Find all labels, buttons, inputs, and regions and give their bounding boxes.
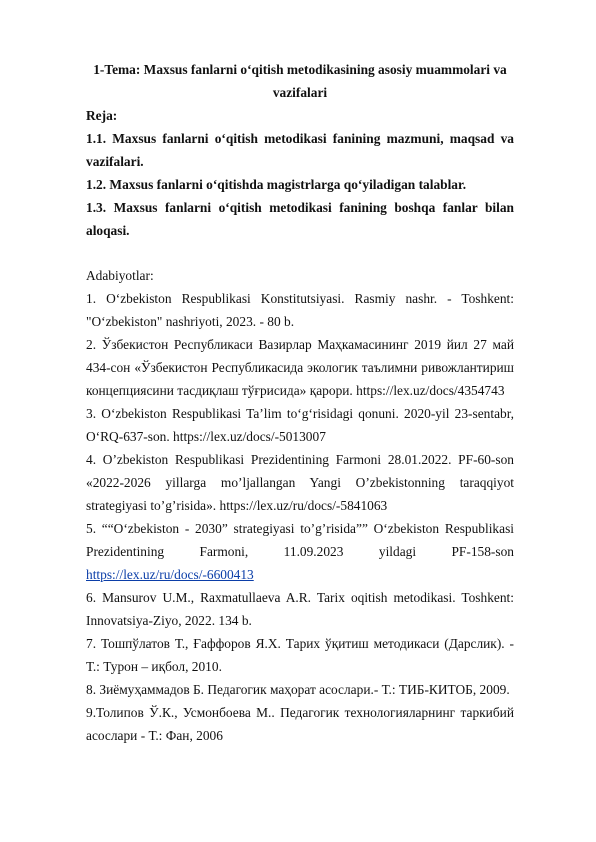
- reference-1: 1. O‘zbekiston Respublikasi Konstitutsiyasi. Rasmiy nashr. - Toshkent: "O‘zbekiston" nashriyoti, 2023. - 80 b.: [86, 291, 514, 329]
- reference-6: 6. Mansurov U.M., Raxmatullaeva A.R. Tarix oqitish metodikasi. Toshkent: Innovatsiya-Ziyo, 2022. 134 b.: [86, 590, 514, 628]
- reference-5: [86, 517, 514, 586]
- reference-2: 2. Ўзбекистон Республикаси Вазирлар Маҳкамасининг 2019 йил 27 май 434-сон «Ўзбекистон Республикасида экологик таълимни ривожлантириш концепциясини тасдиқлаш тўғрисида» қарори. https://lex.uz/docs/4354743: [86, 337, 514, 398]
- reference-5-text: 5. ““O‘zbekiston - 2030” strategiyasi to’g’risida”” O‘zbekiston Respublikasi Prezidentining Farmoni, 11.09.2023 yildagi PF-158-son: [86, 521, 514, 559]
- plan-heading: Reja:: [86, 108, 118, 123]
- title-line-1: 1-Tema: Maxsus fanlarni o‘qitish metodikasining asosiy muammolari va: [93, 62, 507, 77]
- spacer: [86, 242, 514, 264]
- plan-item-2: 1.2. Maxsus fanlarni o‘qitishda magistrlarga qo‘yiladigan talablar.: [86, 177, 467, 192]
- plan-item-3: 1.3. Maxsus fanlarni o‘qitish metodikasi fanining boshqa fanlar bilan aloqasi.: [86, 200, 514, 238]
- reference-3: 3. O‘zbekiston Respublikasi Ta’lim to‘g‘risidagi qonuni. 2020-yil 23-sentabr, O‘RQ-637-son. https://lex.uz/docs/-5013007: [86, 406, 514, 444]
- references-heading: Adabiyotlar:: [86, 268, 154, 283]
- reference-4: 4. O’zbekiston Respublikasi Prezidentining Farmoni 28.01.2022. PF-60-son «2022-2026 yillarga mo’ljallangan Yangi O’zbekistonning taraqqiyot strategiyasi to’g’risida». https://lex.uz/ru/docs/-5841063: [86, 452, 514, 513]
- plan-item-1: 1.1. Maxsus fanlarni o‘qitish metodikasi fanining mazmuni, maqsad va vazifalari.: [86, 131, 514, 169]
- reference-7: 7. Тошпўлатов Т., Ғаффоров Я.Х. Тарих ўқитиш методикаси (Дарслик). - Т.: Турон – иқбол, 2010.: [86, 636, 514, 674]
- reference-5-link[interactable]: https://lex.uz/ru/docs/-6600413: [86, 567, 254, 582]
- title-line-2: vazifalari: [272, 85, 328, 100]
- reference-9: 9.Толипов Ў.К., Усмонбоева М.. Педагогик технологияларнинг таркибий асослари - Т.: Фан, 2006: [86, 705, 514, 743]
- document-page: [86, 58, 514, 747]
- reference-8: 8. Зиёмуҳаммадов Б. Педагогик маҳорат асослари.- Т.: ТИБ-КИТОБ, 2009.: [86, 682, 510, 697]
- document-title: [86, 58, 514, 104]
